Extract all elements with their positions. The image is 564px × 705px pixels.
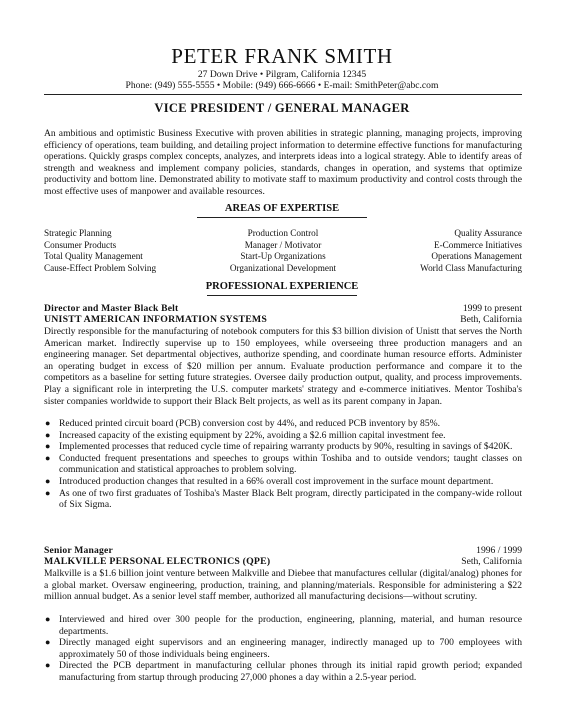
job-achievements [44, 418, 522, 511]
bullet-icon: ● [45, 487, 51, 498]
job-title: Senior Manager [44, 545, 113, 556]
list-item: ● Conducted frequent presentations and speeches to groups within Toshiba and to outside vendors; taught classes on communication and statistical approaches to problem solving. [45, 452, 522, 476]
job-description: Malkville is a $1.6 billion joint venture between Malkville and Diebee that manufactures cellular (digital/analog) phones for a global market. Oversaw engineering, production, training, and planning/materials. Responsible for administering a $22 million annual budget. As a senior level staff member, authorized all manufacturing decisions—without scrutiny. [44, 568, 522, 603]
bullet-icon: ● [45, 429, 51, 440]
header-divider [44, 94, 522, 95]
bullet-icon: ● [45, 614, 51, 624]
list-item: ● Directly managed eight supervisors and an engineering manager, indirectly managed up to 700 employees with approximately 50 of those individuals being engineers. [45, 637, 522, 660]
expertise-row [44, 251, 522, 263]
bullet-icon: ● [45, 660, 51, 671]
job-location: Seth, California [461, 556, 522, 567]
expertise-row [44, 240, 522, 252]
bullet-icon: ● [45, 441, 51, 452]
bullet-icon: ● [45, 475, 51, 486]
job-title-row [44, 545, 522, 557]
list-item: ● Interviewed and hired over 300 people for the production, engineering, planning, material, and human resource departments. [45, 614, 522, 637]
expertise-heading: AREAS OF EXPERTISE [224, 203, 340, 214]
skill-item: Operations Management [431, 251, 522, 262]
experience-underline [207, 295, 357, 296]
list-item: ● As one of two first graduates of Toshiba's Master Black Belt program, directly participated in the company-wide rollout of Six Sigma. [45, 487, 522, 511]
bullet-icon: ● [45, 637, 51, 648]
list-item: ● Directed the PCB department in manufacturing cellular phones through its initial rapid growth period; expanded manufacturing from startup through producing 27,000 phones a day within a 2.5-year period. [45, 660, 522, 683]
skill-item: Production Control [247, 228, 319, 238]
experience-heading: PROFESSIONAL EXPERIENCE [205, 281, 359, 292]
company-name: MALKVILLE PERSONAL ELECTRONICS (QPE) [44, 556, 271, 567]
job-dates: 1996 / 1999 [476, 545, 522, 556]
list-item: ● Implemented processes that reduced cycle time of repairing warranty products by 90%, resulting in savings of $420K. [45, 441, 513, 453]
objective-title: VICE PRESIDENT / GENERAL MANAGER [154, 101, 410, 115]
skill-item: Organizational Development [229, 262, 337, 273]
skill-item: Manager / Motivator [244, 239, 322, 250]
job-description: Directly responsible for the manufacturing of notebook computers for this $3 billion division of Unistt that serves the North American market. Indirectly supervise up to 150 employees, while overseeing three production managers and an engineering manager. Set departmental objectives, authorize spending, and coordinate human resource efforts. Administer an operating budget in excess of $20 million per annum. Evaluate production performance and compare it to the competitors as a baseline for setting future strategies. Oversee daily production output, quality, and process improvements. Play a significant role in interpreting the U.S. computer markets' strategy and e-commerce initiatives. Mentor Toshiba's sister companies worldwide to support their Black Belt projects, as well as its parent company in Japan. [44, 326, 522, 407]
skill-item: Start-Up Organizations [240, 251, 326, 262]
skill-item: Cause-Effect Problem Solving [44, 262, 157, 273]
list-item: ● Reduced printed circuit board (PCB) conversion cost by 44%, and reduced PCB inventory by 85%. [45, 418, 441, 429]
job-achievements [44, 614, 522, 684]
list-item: ● Introduced production changes that resulted in a 66% overall cost improvement in the surface mount department. [45, 475, 494, 487]
job-company-row [44, 556, 522, 568]
skill-item: Quality Assurance [454, 228, 522, 238]
skill-item: Consumer Products [44, 239, 117, 250]
company-name: UNISTT AMERICAN INFORMATION SYSTEMS [44, 314, 268, 325]
bullet-icon: ● [45, 452, 51, 463]
job-title-row [44, 303, 522, 315]
summary-paragraph: An ambitious and optimistic Business Executive with proven abilities in strategic planning, managing projects, improving efficiency of operations, team building, and detailing project information to determine effective functions for manufacturing operations. Quickly grasps complex concepts, analyzes, and interprets ideas into a logical strategy. Able to identify areas of strength and weakness and implement company policies, standards, changes in operation, and systems that optimize productivity and bottom line. Demonstrated ability to motivate staff to maximum productivity and control costs through the most effective uses of manpower and available resources. [44, 128, 522, 197]
expertise-row [44, 263, 522, 275]
expertise-row [44, 228, 522, 240]
candidate-name: PETER FRANK SMITH [171, 44, 393, 68]
skill-item: Strategic Planning [44, 228, 112, 238]
bullet-icon: ● [45, 418, 51, 428]
address-line: 27 Down Drive • Pilgram, California 12345 [197, 69, 367, 80]
skill-item: E-Commerce Initiatives [433, 239, 522, 250]
job-company-row [44, 314, 522, 326]
expertise-underline [197, 217, 367, 218]
skill-item: Total Quality Management [44, 251, 143, 262]
job-dates: 1999 to present [462, 303, 522, 314]
contact-line: Phone: (949) 555-5555 • Mobile: (949) 666-6666 • E-mail: SmithPeter@abc.com [125, 80, 439, 91]
skill-item: World Class Manufacturing [420, 262, 522, 273]
expertise-grid [44, 228, 522, 274]
job-location: Beth, California [460, 314, 522, 325]
job-title: Director and Master Black Belt [44, 303, 179, 314]
list-item: ● Increased capacity of the existing equipment by 22%, avoiding a $2.6 million capital investment fee. [45, 429, 446, 441]
